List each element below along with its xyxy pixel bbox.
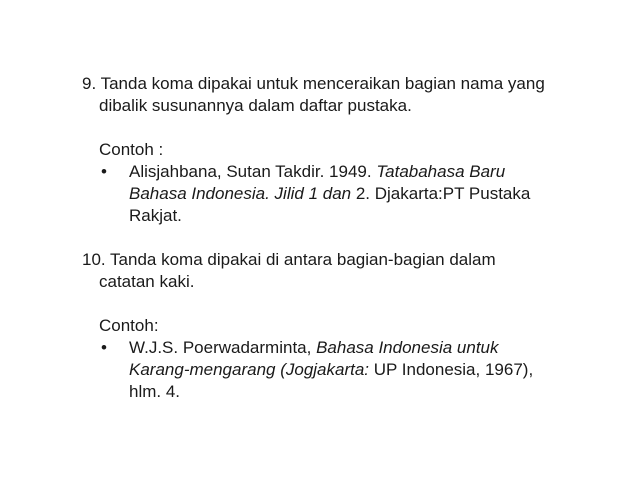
rule-heading: 10. Tanda koma dipakai di antara bagian-bagian dalam catatan kaki. bbox=[82, 250, 496, 291]
example-text: Alisjahbana, Sutan Takdir. 1949. bbox=[129, 162, 377, 181]
rule-item-9 bbox=[82, 73, 552, 227]
example-italic-text: Bahasa Indonesia untuk Karang-mengarang (Jogjakarta: bbox=[129, 338, 499, 379]
example-text-tail: UP Indonesia, 1967), hlm. 4. bbox=[129, 360, 534, 401]
example-bullet bbox=[99, 337, 552, 403]
example-text-tail: 2. Djakarta:PT Pustaka Rakjat. bbox=[129, 184, 531, 225]
example-text: W.J.S. Poerwadarminta, bbox=[129, 338, 317, 357]
example-italic-text: Tatabahasa Baru Bahasa Indonesia. Jilid 1 dan bbox=[129, 162, 506, 203]
example-label: Contoh: bbox=[99, 316, 159, 335]
bullet-icon: • bbox=[101, 338, 107, 357]
rule-heading: 9. Tanda koma dipakai untuk menceraikan bagian nama yang dibalik susunannya dalam daftar pustaka. bbox=[82, 74, 545, 115]
rule-item-10 bbox=[82, 249, 552, 403]
example-bullet bbox=[99, 161, 552, 227]
bullet-icon: • bbox=[101, 162, 107, 181]
example-label: Contoh : bbox=[99, 140, 164, 159]
spacer bbox=[82, 227, 552, 249]
slide-content bbox=[82, 73, 552, 403]
